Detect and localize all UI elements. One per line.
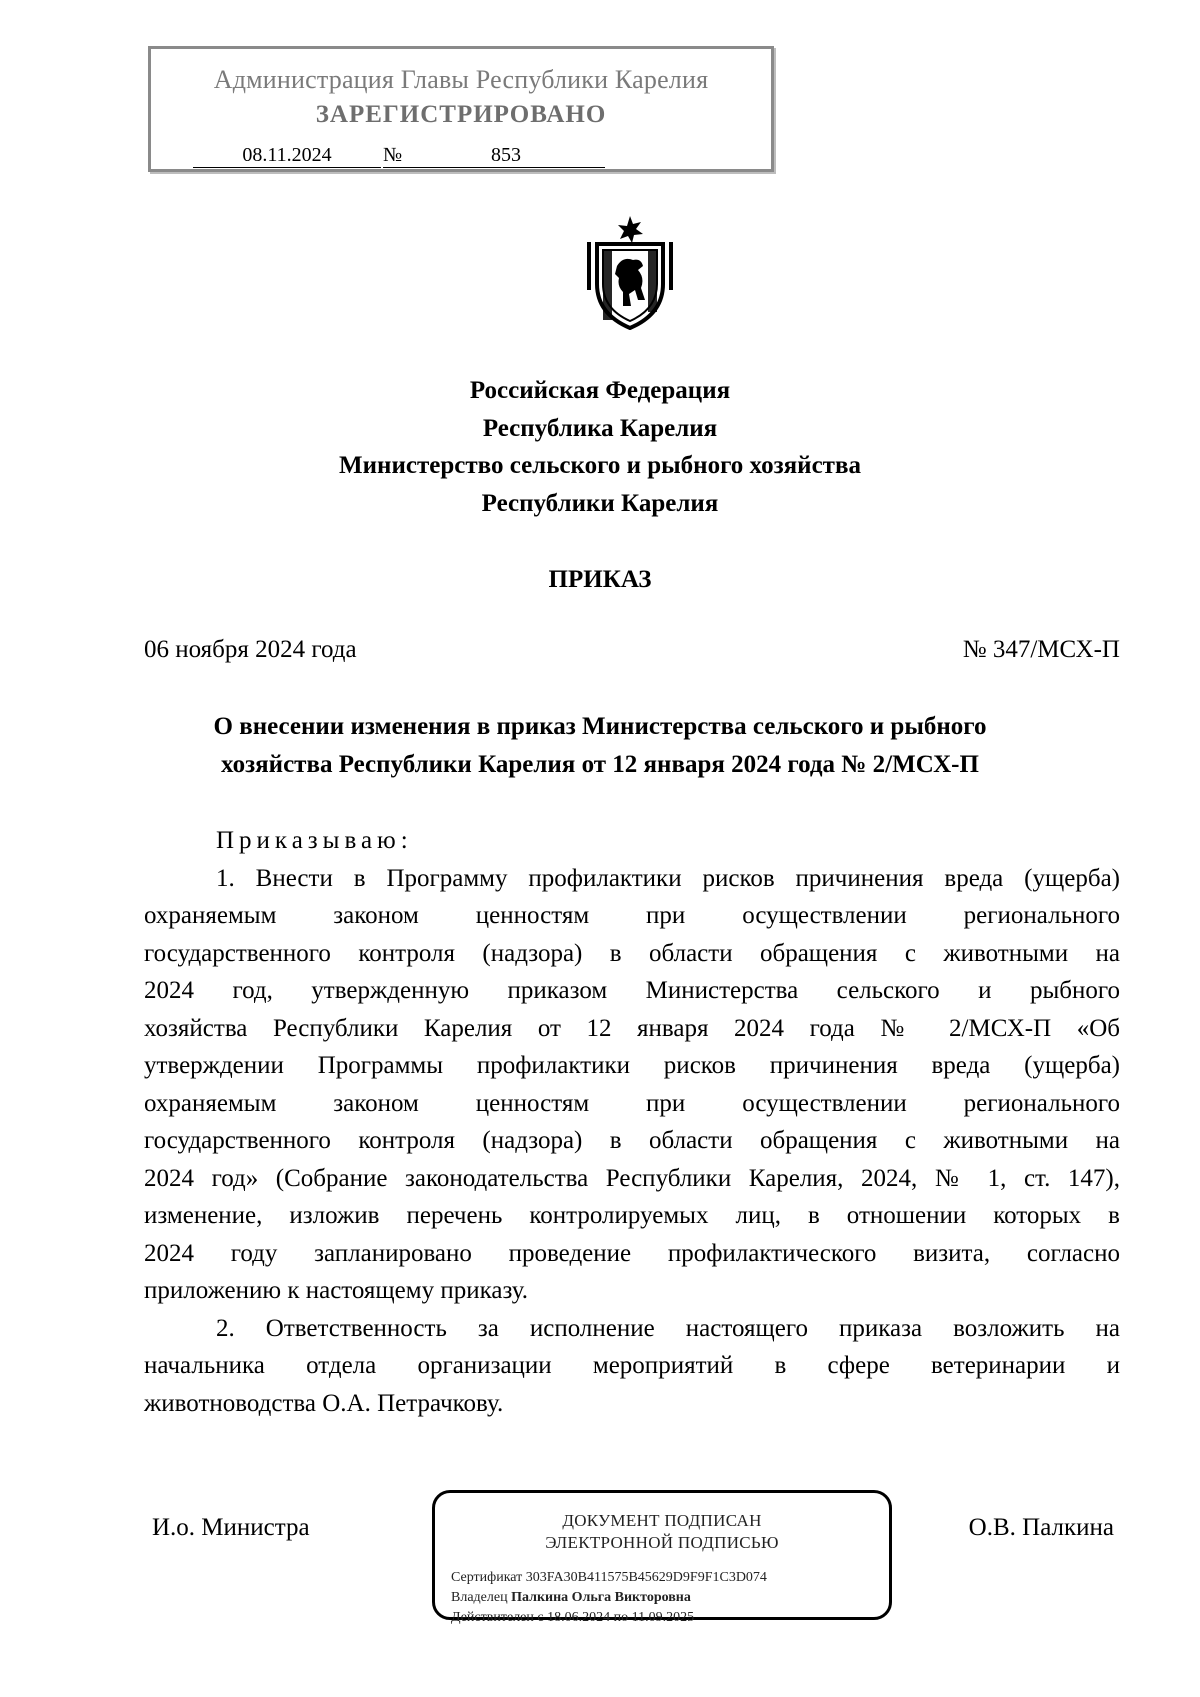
paragraph-1-line: охраняемым законом ценностям при осуществлении регионального — [144, 1089, 1120, 1117]
esign-owner-label: Владелец — [451, 1590, 508, 1605]
esign-title-1: ДОКУМЕНТ ПОДПИСАН — [562, 1511, 762, 1530]
signatory-name: О.В. Палкина — [968, 1514, 1114, 1541]
esign-owner — [451, 1590, 691, 1606]
paragraph-1-line: 2024 год, утвержденную приказом Министерства сельского и рыбного — [144, 977, 1120, 1004]
electronic-signature-stamp — [432, 1490, 892, 1625]
header-ministry-republic: Республики Карелия — [481, 490, 719, 517]
esign-valid-to-label: по — [613, 1610, 629, 1625]
esign-cert-label: Сертификат — [451, 1570, 523, 1585]
stamp-number-sign: № — [383, 143, 407, 168]
paragraph-2-line: животноводства О.А. Петрачкову. — [144, 1389, 504, 1417]
signatory-position: И.о. Министра — [152, 1514, 310, 1541]
paragraph-1-line: утверждении Программы профилактики рисков причинения вреда (ущерба) — [144, 1052, 1120, 1079]
order-number: № 347/МСХ-П — [962, 636, 1120, 663]
paragraph-1-line: государственного контроля (надзора) в области обращения с животными на — [144, 939, 1120, 967]
esign-cert-value: 303FA30B411575B45629D9F9F1C3D074 — [525, 1570, 767, 1585]
karelia-coat-of-arms-icon — [583, 214, 677, 330]
order-date: 06 ноября 2024 года — [144, 636, 357, 663]
esign-certificate — [451, 1570, 767, 1586]
order-body — [144, 822, 1120, 1422]
header-republic: Республика Карелия — [482, 415, 718, 442]
paragraph-1-line: приложению к настоящему приказу. — [144, 1277, 529, 1304]
paragraph-1-line: охраняемым законом ценностям при осуществлении регионального — [144, 902, 1120, 929]
order-word: Приказываю: — [216, 827, 413, 854]
header-country: Российская Федерация — [469, 377, 731, 404]
esign-valid-label: Действителен с — [451, 1610, 544, 1625]
paragraph-2-line: 2. Ответственность за исполнение настоящего приказа возложить на — [216, 1314, 1120, 1342]
paragraph-2-line: начальника отдела организации мероприятий в сфере ветеринарии и — [144, 1352, 1120, 1379]
stamp-number: 853 — [407, 143, 605, 168]
esign-owner-value: Палкина Ольга Викторовна — [511, 1590, 691, 1605]
paragraph-1-line: хозяйства Республики Карелия от 12 января 2024 года № 2/МСХ-П «Об — [144, 1014, 1120, 1042]
registration-stamp — [148, 46, 774, 172]
paragraph-1-line: 2024 год» (Собрание законодательства Республики Карелия, 2024, № 1, ст. 147), — [144, 1164, 1120, 1192]
esign-valid-from: 18.06.2024 — [547, 1610, 611, 1625]
stamp-authority: Администрация Главы Республики Карелия — [213, 65, 709, 94]
header-ministry: Министерство сельского и рыбного хозяйства — [339, 452, 861, 479]
stamp-date: 08.11.2024 — [193, 143, 381, 168]
paragraph-1-line: 2024 году запланировано проведение профилактического визита, согласно — [144, 1239, 1120, 1267]
subject-line-2: хозяйства Республики Карелия от 12 января 2024 года № 2/МСХ-П — [221, 751, 979, 778]
paragraph-1-line: 1. Внести в Программу профилактики рисков причинения вреда (ущерба) — [216, 864, 1120, 892]
stamp-registered: ЗАРЕГИСТРИРОВАНО — [315, 101, 607, 128]
esign-valid-to: 11.09.2025 — [631, 1610, 695, 1625]
esign-validity — [451, 1610, 694, 1626]
subject-line-1: О внесении изменения в приказ Министерства сельского и рыбного — [213, 713, 987, 740]
paragraph-1-line: государственного контроля (надзора) в области обращения с животными на — [144, 1127, 1120, 1154]
document-type: ПРИКАЗ — [548, 566, 652, 593]
esign-title-2: ЭЛЕКТРОННОЙ ПОДПИСЬЮ — [545, 1533, 779, 1552]
paragraph-1-line: изменение, изложив перечень контролируемых лиц, в отношении которых в — [144, 1202, 1120, 1229]
